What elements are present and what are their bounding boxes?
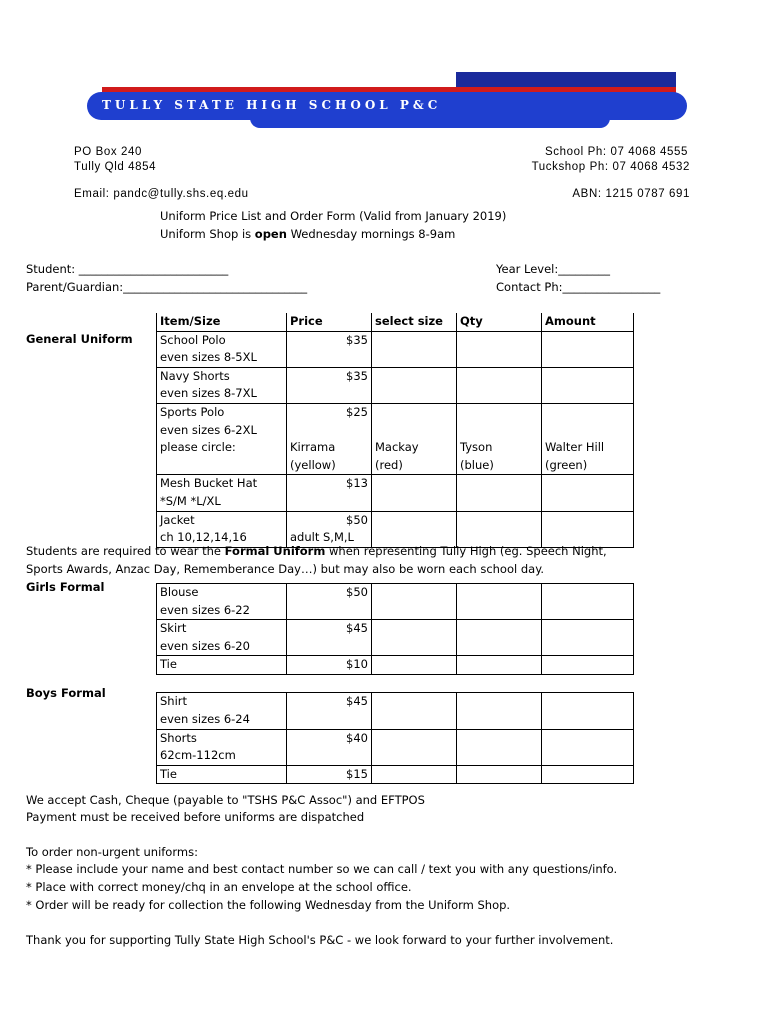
qty-cell[interactable] bbox=[457, 693, 542, 729]
shop-hours: Uniform Shop is open Wednesday mornings 8-9am bbox=[160, 227, 456, 241]
table-row bbox=[157, 367, 634, 385]
house-mackay[interactable]: Mackay bbox=[372, 439, 457, 457]
select-size-cell[interactable] bbox=[372, 583, 457, 619]
select-size-cell[interactable] bbox=[372, 475, 457, 511]
qty-cell[interactable] bbox=[457, 583, 542, 619]
table-row bbox=[157, 583, 634, 601]
qty-cell[interactable] bbox=[457, 367, 542, 403]
house-walter-hill-color: (green) bbox=[542, 457, 634, 475]
boys-formal-label: Boys Formal bbox=[26, 686, 106, 700]
house-kirrama[interactable]: Kirrama bbox=[287, 439, 372, 457]
qty-cell[interactable] bbox=[457, 656, 542, 675]
amount-cell[interactable] bbox=[542, 403, 634, 439]
item-boys-tie: Tie bbox=[157, 765, 287, 784]
size-shorts: 62cm-112cm bbox=[157, 747, 287, 765]
size-navy-shorts: even sizes 8-7XL bbox=[157, 385, 287, 403]
student-field[interactable]: Student: __________________________ bbox=[26, 262, 229, 276]
house-tyson-color: (blue) bbox=[457, 457, 542, 475]
price-shorts: $40 bbox=[287, 729, 372, 747]
item-shorts: Shorts bbox=[157, 729, 287, 747]
table-row bbox=[157, 457, 634, 475]
item-school-polo: School Polo bbox=[157, 331, 287, 349]
amount-cell[interactable] bbox=[542, 620, 634, 656]
table-row bbox=[157, 511, 634, 529]
price-jacket: $50 bbox=[287, 511, 372, 529]
item-navy-shorts: Navy Shorts bbox=[157, 367, 287, 385]
amount-cell[interactable] bbox=[542, 331, 634, 367]
price-navy-shorts: $35 bbox=[287, 367, 372, 385]
amount-cell[interactable] bbox=[542, 367, 634, 403]
order-step-1: * Please include your name and best contact number so we can call / text you with any questions/info. bbox=[26, 862, 618, 876]
email: Email: pandc@tully.shs.eq.edu bbox=[74, 188, 249, 200]
table-row bbox=[157, 765, 634, 784]
price-school-polo: $35 bbox=[287, 331, 372, 349]
qty-cell[interactable] bbox=[457, 620, 542, 656]
year-level-field[interactable]: Year Level:_________ bbox=[496, 262, 610, 276]
tuckshop-phone: Tuckshop Ph: 07 4068 4532 bbox=[531, 161, 690, 173]
formal-note-line2: Sports Awards, Anzac Day, Rememberance Day…) but may also be worn each school day. bbox=[26, 562, 545, 576]
select-size-cell[interactable] bbox=[372, 403, 457, 439]
select-size-cell[interactable] bbox=[372, 656, 457, 675]
table-row bbox=[157, 620, 634, 638]
select-size-cell[interactable] bbox=[372, 729, 457, 765]
po-box: PO Box 240 bbox=[74, 146, 143, 158]
form-title: Uniform Price List and Order Form (Valid from January 2019) bbox=[160, 209, 507, 223]
item-skirt: Skirt bbox=[157, 620, 287, 638]
house-walter-hill[interactable]: Walter Hill bbox=[542, 439, 634, 457]
header-price: Price bbox=[287, 313, 372, 331]
town: Tully Qld 4854 bbox=[74, 161, 157, 173]
order-table bbox=[156, 313, 634, 784]
select-size-cell[interactable] bbox=[372, 331, 457, 367]
parent-field[interactable]: Parent/Guardian:________________________________ bbox=[26, 280, 308, 294]
table-row bbox=[157, 475, 634, 493]
table-row bbox=[157, 403, 634, 421]
select-size-cell[interactable] bbox=[372, 620, 457, 656]
general-uniform-label: General Uniform bbox=[26, 332, 133, 346]
size-blouse: even sizes 6-22 bbox=[157, 602, 287, 620]
order-step-3: * Order will be ready for collection the following Wednesday from the Uniform Shop. bbox=[26, 898, 511, 912]
price-hat: $13 bbox=[287, 475, 372, 493]
item-shirt: Shirt bbox=[157, 693, 287, 711]
house-tyson[interactable]: Tyson bbox=[457, 439, 542, 457]
school-title: TULLY STATE HIGH SCHOOL P&C bbox=[102, 98, 442, 112]
amount-cell[interactable] bbox=[542, 765, 634, 784]
price-blouse: $50 bbox=[287, 583, 372, 601]
order-heading: To order non-urgent uniforms: bbox=[26, 845, 198, 859]
header-amount: Amount bbox=[542, 313, 634, 331]
size-sports-polo: even sizes 6-2XL bbox=[157, 422, 287, 440]
amount-cell[interactable] bbox=[542, 475, 634, 511]
item-girls-tie: Tie bbox=[157, 656, 287, 675]
size-skirt: even sizes 6-20 bbox=[157, 638, 287, 656]
select-size-cell[interactable] bbox=[372, 693, 457, 729]
table-row bbox=[157, 693, 634, 711]
contact-phone-field[interactable]: Contact Ph:_________________ bbox=[496, 280, 661, 294]
qty-cell[interactable] bbox=[457, 475, 542, 511]
payment-methods: We accept Cash, Cheque (payable to "TSHS P&C Assoc") and EFTPOS bbox=[26, 793, 425, 807]
select-size-cell[interactable] bbox=[372, 511, 457, 547]
item-sports-polo: Sports Polo bbox=[157, 403, 287, 421]
qty-cell[interactable] bbox=[457, 511, 542, 547]
table-row bbox=[157, 439, 634, 457]
formal-note-line1: Students are required to wear the Formal Uniform when representing Tully High (eg. Speech Night, bbox=[26, 544, 607, 558]
header-qty: Qty bbox=[457, 313, 542, 331]
amount-cell[interactable] bbox=[542, 656, 634, 675]
payment-note: Payment must be received before uniforms are dispatched bbox=[26, 810, 365, 824]
price-shirt: $45 bbox=[287, 693, 372, 711]
house-kirrama-color: (yellow) bbox=[287, 457, 372, 475]
thanks-note: Thank you for supporting Tully State High School's P&C - we look forward to your further involvement. bbox=[26, 933, 614, 947]
abn: ABN: 1215 0787 691 bbox=[572, 188, 690, 200]
amount-cell[interactable] bbox=[542, 583, 634, 619]
school-phone: School Ph: 07 4068 4555 bbox=[545, 146, 688, 158]
select-size-cell[interactable] bbox=[372, 367, 457, 403]
item-hat: Mesh Bucket Hat bbox=[157, 475, 287, 493]
order-step-2: * Place with correct money/chq in an envelope at the school office. bbox=[26, 880, 412, 894]
qty-cell[interactable] bbox=[457, 765, 542, 784]
girls-formal-label: Girls Formal bbox=[26, 580, 105, 594]
item-jacket: Jacket bbox=[157, 511, 287, 529]
price-girls-tie: $10 bbox=[287, 656, 372, 675]
qty-cell[interactable] bbox=[457, 331, 542, 367]
please-circle: please circle: bbox=[157, 439, 287, 457]
size-jacket: ch 10,12,14,16 bbox=[157, 529, 287, 547]
table-row bbox=[157, 656, 634, 675]
select-size-cell[interactable] bbox=[372, 765, 457, 784]
size-shirt: even sizes 6-24 bbox=[157, 711, 287, 729]
amount-cell[interactable] bbox=[542, 729, 634, 765]
table-row bbox=[157, 729, 634, 747]
price-skirt: $45 bbox=[287, 620, 372, 638]
jacket-adult-sizes: adult S,M,L bbox=[287, 529, 372, 547]
amount-cell[interactable] bbox=[542, 693, 634, 729]
table-header-row bbox=[157, 313, 634, 331]
price-boys-tie: $15 bbox=[287, 765, 372, 784]
item-blouse: Blouse bbox=[157, 583, 287, 601]
qty-cell[interactable] bbox=[457, 729, 542, 765]
price-sports-polo: $25 bbox=[287, 403, 372, 421]
table-row bbox=[157, 331, 634, 349]
house-mackay-color: (red) bbox=[372, 457, 457, 475]
qty-cell[interactable] bbox=[457, 403, 542, 439]
amount-cell[interactable] bbox=[542, 511, 634, 547]
size-school-polo: even sizes 8-5XL bbox=[157, 349, 287, 367]
header-item: Item/Size bbox=[157, 313, 287, 331]
header-select-size: select size bbox=[372, 313, 457, 331]
size-hat: *S/M *L/XL bbox=[157, 493, 287, 511]
